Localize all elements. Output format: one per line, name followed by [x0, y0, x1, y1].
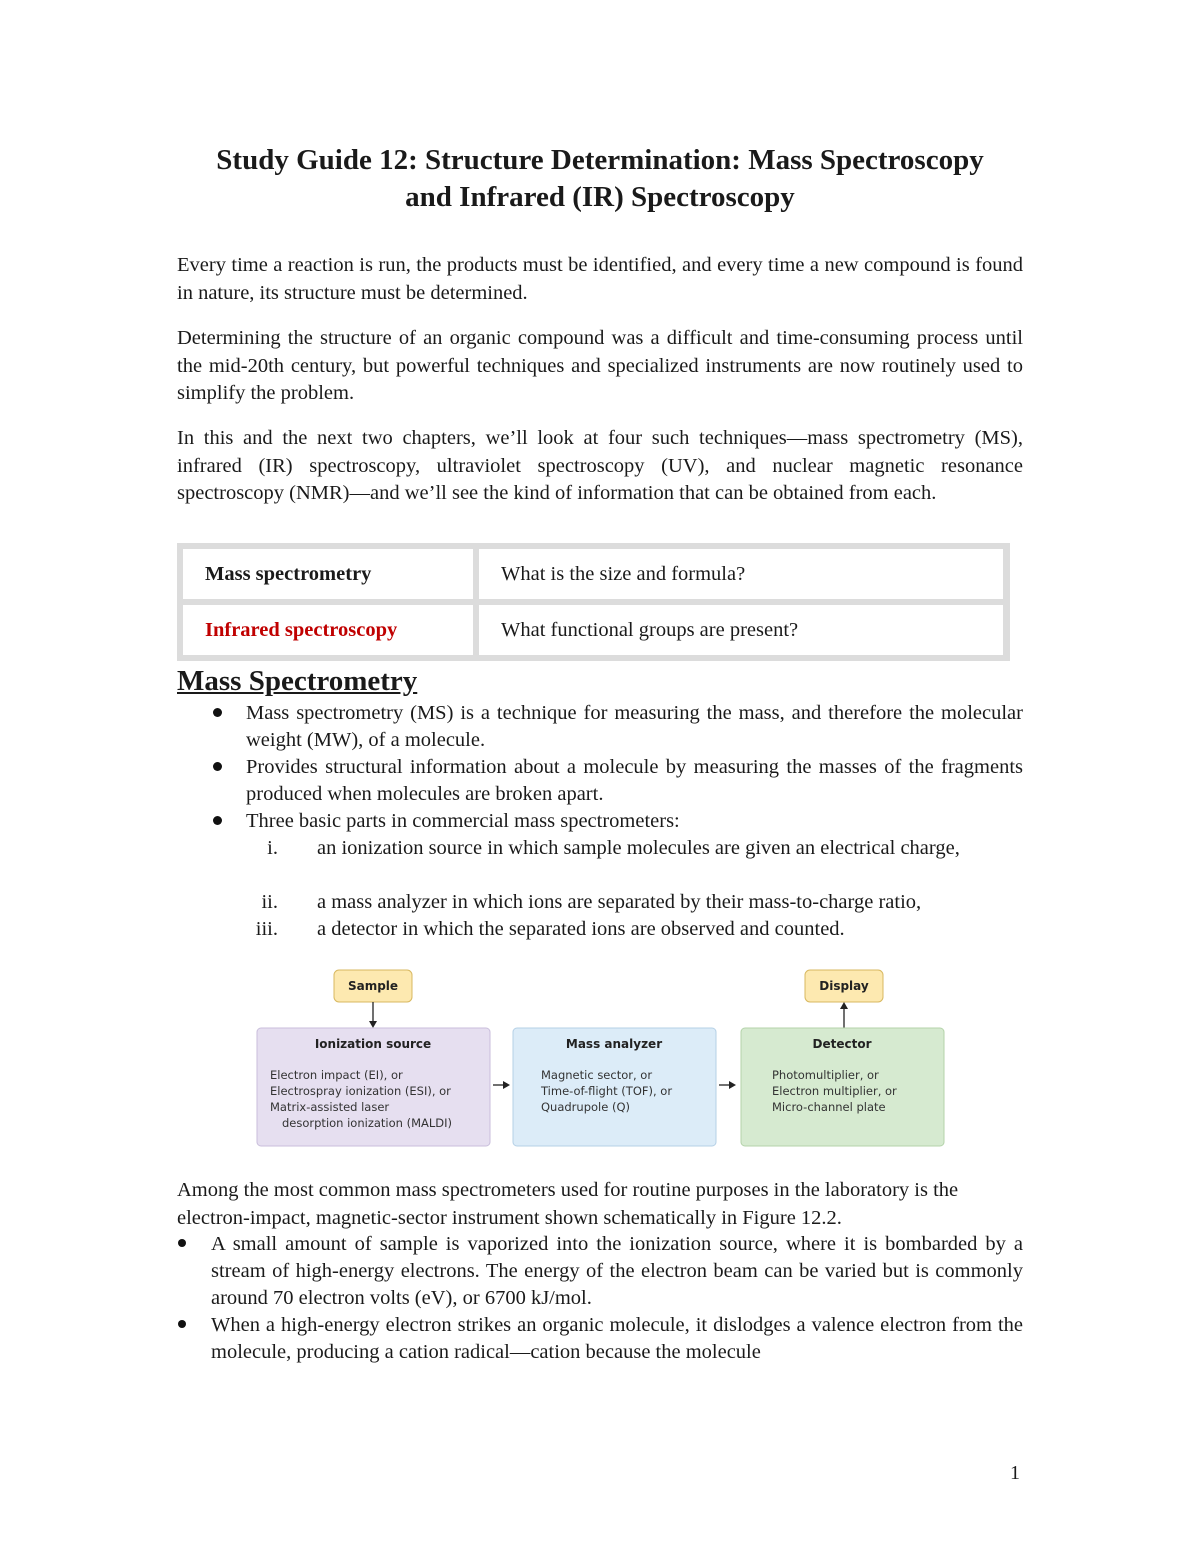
intro-paragraph-3: In this and the next two chapters, we’ll look at four such techniques—mass spectrometry (MS), infrared (IR) spectroscopy, ultraviolet spectroscopy (UV), and nuclear magnetic resonance spectroscopy (NMR)—and we’ll see the kind of information that can be obtained from each.	[177, 427, 1023, 504]
analyzer-line: Time-of-flight (TOF), or	[541, 1084, 673, 1098]
list-numeral: ii.	[261, 891, 278, 913]
ionization-line: Matrix-assisted laser	[270, 1100, 390, 1114]
arrowhead-icon	[503, 1081, 510, 1089]
analyzer-title: Mass analyzer	[565, 1037, 663, 1051]
list-item: Three basic parts in commercial mass spectrometers:	[246, 810, 680, 832]
sub-list-item: an ionization source in which sample molecules are given an electrical charge,	[317, 837, 960, 859]
intro-paragraph-1: Every time a reaction is run, the products must be identified, and every time a new compound is found in nature, its structure must be determined.	[177, 254, 1023, 304]
bullet-icon	[178, 1239, 186, 1247]
sub-list-item: a detector in which the separated ions are observed and counted.	[317, 918, 845, 940]
list-item: Mass spectrometry (MS) is a technique for measuring the mass, and therefore the molecular weight (MW), of a molecule.	[246, 702, 1023, 751]
body-paragraph: Among the most common mass spectrometers used for routine purposes in the laboratory is the electron-impact, magnetic-sector instrument shown schematically in Figure 12.2.	[177, 1179, 959, 1229]
page-number: 1	[1010, 1462, 1020, 1484]
bullet-icon	[213, 816, 222, 825]
table-cell-question: What functional groups are present?	[479, 605, 1003, 655]
title-line-2: and Infrared (IR) Spectroscopy	[405, 181, 795, 213]
list-item: Provides structural information about a molecule by measuring the masses of the fragments produced when molecules are broken apart.	[246, 756, 1023, 805]
title-line-1: Study Guide 12: Structure Determination: Mass Spectroscopy	[216, 144, 984, 176]
detector-line: Electron multiplier, or	[772, 1084, 897, 1098]
bullet-icon	[178, 1320, 186, 1328]
detector-title: Detector	[812, 1037, 872, 1051]
table-cell-question: What is the size and formula?	[479, 549, 1003, 599]
ionization-line: Electrospray ionization (ESI), or	[270, 1084, 451, 1098]
analyzer-line: Quadrupole (Q)	[541, 1100, 630, 1114]
arrowhead-icon	[729, 1081, 736, 1089]
page-title	[150, 142, 1050, 216]
mass-spectrometer-diagram	[250, 965, 950, 1150]
arrowhead-icon	[369, 1021, 377, 1028]
display-label: Display	[819, 979, 869, 993]
detector-line: Photomultiplier, or	[772, 1068, 879, 1082]
sample-label: Sample	[347, 979, 399, 993]
list-numeral: i.	[267, 837, 278, 859]
detector-line: Micro-channel plate	[772, 1100, 886, 1114]
arrowhead-icon	[840, 1002, 848, 1009]
bullet-icon	[213, 708, 222, 717]
intro-paragraph-2: Determining the structure of an organic compound was a difficult and time-consuming process until the mid-20th century, but powerful techniques and specialized instruments are now routinely used to simplify the problem.	[177, 327, 1023, 404]
table-cell-technique: Mass spectrometry	[183, 549, 473, 599]
ionization-title: Ionization source	[314, 1037, 432, 1051]
ionization-line: Electron impact (EI), or	[270, 1068, 403, 1082]
bullet-icon	[213, 762, 222, 771]
list-numeral: iii.	[255, 918, 278, 940]
ionization-line: desorption ionization (MALDI)	[282, 1116, 453, 1130]
analyzer-line: Magnetic sector, or	[541, 1068, 653, 1082]
table-cell-technique: Infrared spectroscopy	[183, 605, 473, 655]
sub-list-item: a mass analyzer in which ions are separated by their mass-to-charge ratio,	[317, 891, 922, 913]
list-item: A small amount of sample is vaporized into the ionization source, where it is bombarded by a stream of high-energy electrons. The energy of the electron beam can be varied but is commonly around 70 electron volts (eV), or 6700 kJ/mol.	[211, 1233, 1023, 1309]
techniques-table	[177, 543, 1010, 661]
section-heading: Mass Spectrometry	[177, 665, 418, 697]
list-item: When a high-energy electron strikes an organic molecule, it dislodges a valence electron from the molecule, producing a cation radical—cation because the molecule	[211, 1314, 1023, 1363]
